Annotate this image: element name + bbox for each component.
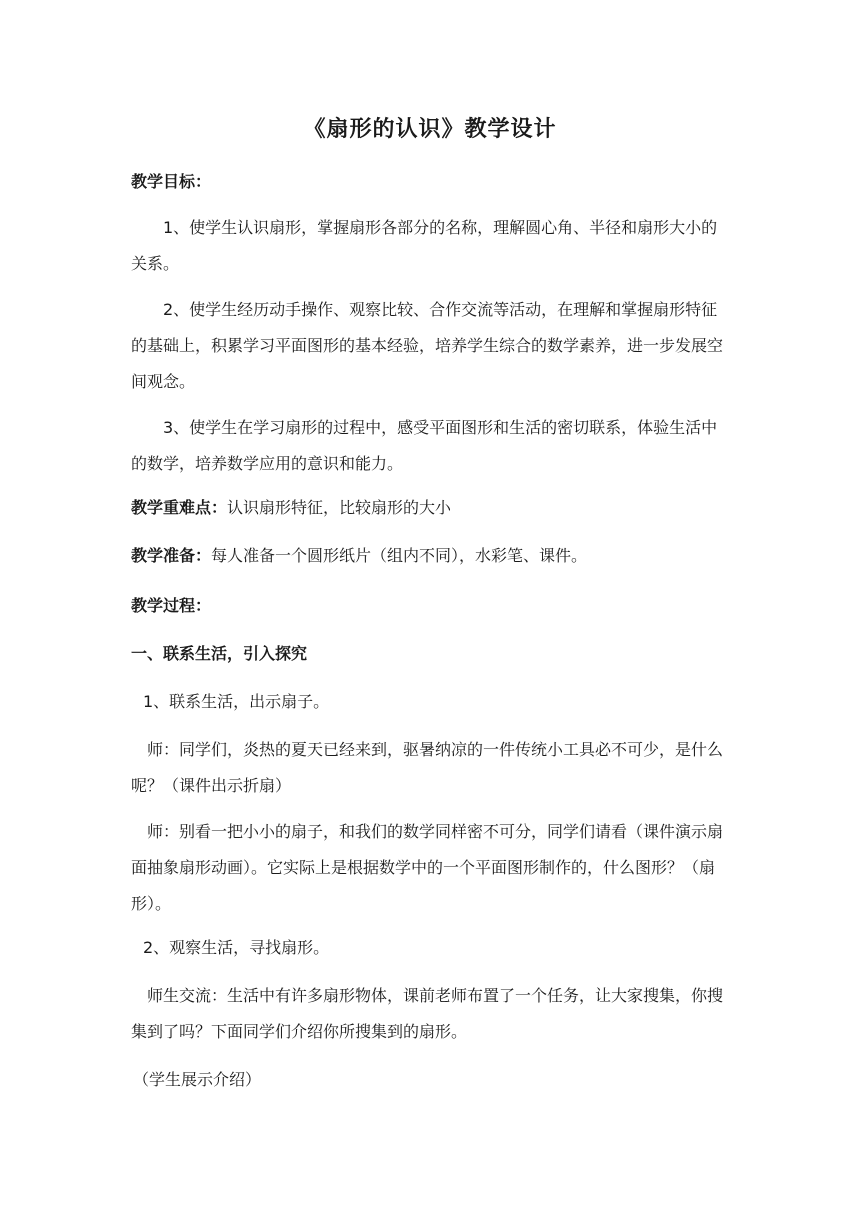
key-points-text: 认识扇形特征，比较扇形的大小 [227,498,452,517]
document-title: 《扇形的认识》教学设计 [303,117,557,142]
process-heading: 教学过程： [131,596,212,615]
objective-3: 3、使学生在学习扇形的过程中，感受平面图形和生活的密切联系，体验生活中的数学，培养数学应用的意识和能力。 [131,418,718,473]
preparation-line [131,544,587,568]
step-1: 1、联系生活，出示扇子。 [143,692,330,711]
teacher-paragraph-1: 师：同学们，炎热的夏天已经来到，驱暑纳凉的一件传统小工具必不可少，是什么呢？（课件出示折扇） [131,740,724,795]
objectives-heading: 教学目标： [131,172,212,191]
objective-2: 2、使学生经历动手操作、观察比较、合作交流等活动，在理解和掌握扇形特征的基础上，积累学习平面图形的基本经验，培养学生综合的数学素养，进一步发展空间观念。 [131,300,724,391]
step-2: 2、观察生活，寻找扇形。 [143,938,330,957]
section-1-heading: 一、联系生活，引入探究 [131,644,308,663]
key-points-line [131,496,451,520]
key-points-label: 教学重难点： [131,498,228,517]
preparation-label: 教学准备： [131,546,212,565]
objective-1: 1、使学生认识扇形，掌握扇形各部分的名称，理解圆心角、半径和扇形大小的关系。 [131,218,718,273]
teacher-paragraph-2: 师：别看一把小小的扇子，和我们的数学同样密不可分，同学们请看（课件演示扇面抽象扇形动画）。它实际上是根据数学中的一个平面图形制作的，什么图形？（扇形）。 [131,822,724,913]
exchange-paragraph: 师生交流：生活中有许多扇形物体，课前老师布置了一个任务，让大家搜集，你搜集到了吗？下面同学们介绍你所搜集到的扇形。 [131,986,724,1041]
preparation-text: 每人准备一个圆形纸片（组内不同），水彩笔、课件。 [211,546,588,565]
student-show: （学生展示介绍） [133,1070,262,1089]
